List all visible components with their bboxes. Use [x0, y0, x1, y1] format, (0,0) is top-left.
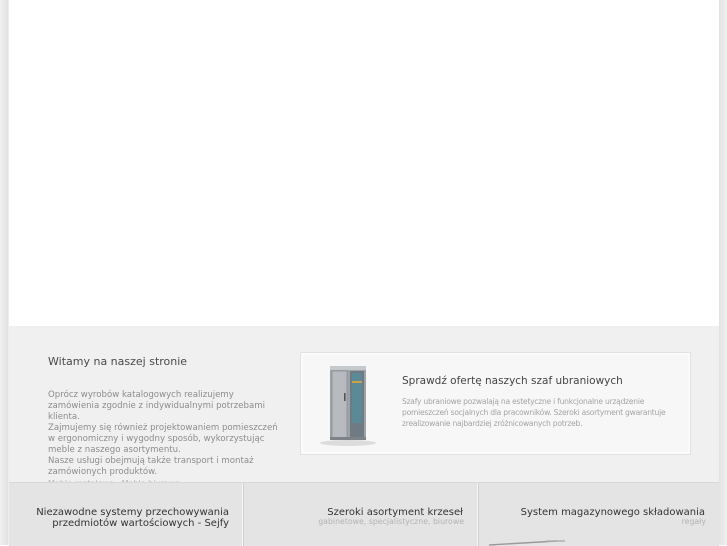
category-storage[interactable]	[478, 483, 719, 546]
welcome-section	[48, 355, 278, 485]
locker-icon	[317, 363, 379, 447]
category-subtitle: regały	[681, 517, 706, 526]
category-title: Niezawodne systemy przechowywania przedmiotów wartościowych - Sejfy	[36, 507, 229, 529]
welcome-paragraph: Oprócz wyrobów katalogowych realizujemy zamówienia zgodnie z indywidualnymi potrzebami klienta.	[48, 390, 265, 422]
category-title: System magazynowego składowania	[520, 507, 705, 518]
category-bar	[9, 482, 719, 546]
welcome-text	[48, 390, 278, 478]
welcome-title: Witamy na naszej stronie	[48, 355, 188, 368]
welcome-paragraph: Nasze usługi obejmują także transport i montaż zamówionych produktów.	[48, 456, 254, 477]
promo-title: Sprawdź ofertę naszych szaf ubraniowych	[402, 375, 623, 387]
hero-banner	[9, 0, 719, 326]
welcome-paragraph: Zajmujemy się również projektowaniem pomieszczeń w ergonomiczny i wygodny sposób, wykorzystując meble z naszego asortymentu.	[48, 423, 278, 455]
promo-description: Szafy ubraniowe pozwalają na estetyczne i funkcjonalne urządzenie pomieszczeń socjalnych dla pracowników. Szeroki asortyment gwarantuje zrealizowanie najbardziej zróżnicowanych potrzeb.	[402, 397, 666, 428]
promo-lockers-box[interactable]	[300, 352, 691, 455]
category-chairs[interactable]	[243, 483, 478, 546]
category-safes[interactable]	[9, 483, 243, 546]
category-subtitle: gabinetowe, specjalistyczne, biurowe	[318, 517, 464, 526]
category-title: Szeroki asortyment krzeseł	[327, 507, 463, 518]
